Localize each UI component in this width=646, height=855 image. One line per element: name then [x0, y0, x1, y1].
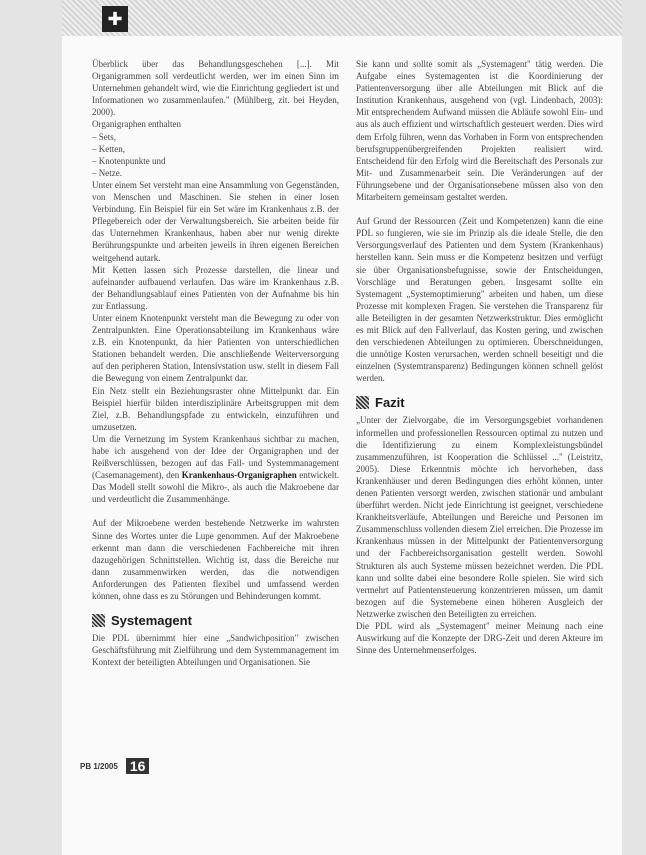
- systemagent-paragraph: Die PDL übernimmt hier eine „Sandwichposition" zwischen Geschäftsführung mit Zielführung und dem Systemmanagement im Kontext der beteiligten Abteilungen und Organisationen. Sie: [92, 633, 339, 668]
- page-footer: [80, 758, 149, 774]
- header-band: [62, 0, 622, 36]
- organigraph-paragraph: Um die Vernetzung im System Krankenhaus sichtbar zu machen, habe ich ausgehend von der Idee der Organigraphen und der Reißverschlüssen, bezogen auf das Fall- und Systemmanagement (Casemanagement), den Krankenhaus-Organigraphen entwickelt. Das Modell stellt sowohl die Mikro-, als auch die Makroebene dar und verdeutlicht die Zusammenhänge.: [92, 433, 339, 505]
- left-column: [92, 58, 339, 668]
- intro-paragraph: Überblick über das Behandlungsgeschehen [...]. Mit Organigrammen soll verdeutlicht werden, wer im einen Sinn im Unternehmen gehandelt wird, wie die Einrichtung gegliedert ist und Informationen wo zusammenlaufen." (Mühlberg, zit. bei Heyden, 2000).: [92, 59, 339, 118]
- agent-role-paragraph: Sie kann und sollte somit als „Systemagent" tätig werden. Die Aufgabe eines Systemagenten ist die Koordinierung der Patientenversorgung über alle Abteilungen mit Blick auf die Institution Krankenhaus, ausgehend von (vgl. Lindenbach, 2003): Mit entsprechendem Aufwand müssen die Abläufe sowohl Ein- und aus als auch effizient und wirtschaftlich gesteuert werden. Dies wird dem Erfolg führen, wenn das Vorhaben in Form von entsprechenden berufsgruppenübergreifenden Projekten realisiert wird. Entscheidend für den Erfolg wird die Bereitschaft des Personals zur Mit- und Zusammenarbeit sein. Die Veränderungen auf der Führungsebene und der Organisationsebene müssen also von den Mitarbeitern gemeinsam gestaltet werden.: [356, 59, 603, 203]
- section-marker-icon: [92, 614, 105, 627]
- element-list: [92, 131, 339, 179]
- list-item: – Sets,: [92, 131, 117, 142]
- sets-paragraph: Unter einem Set versteht man eine Ansammlung von Gegenständen, von Menschen und Maschinen. Sie stehen in einer losen Verbindung. Ein Beispiel für ein Set wäre im Krankenhaus z.B. der Pflegebereich oder der Verwaltungsbereich. Sie arbeiten beide für das Unternehmen Krankenhaus, haben aber nur wenig direkte Berührungspunkte und arbeiten jeweils in ihren eigenen Bereichen weitgehend autark.: [92, 179, 339, 263]
- micro-level-paragraph: Auf der Mikroebene werden bestehende Netzwerke im wahrsten Sinne des Wortes unter die Lupe genommen. Auf der Makroebene erkennt man dann die verschiedenen Fachbereiche mit ihren dazugehörigen Schnittstellen. Wichtig ist, dass die Bereiche nur dann zusammenwirken werden, das die notwendigen Anforderungen des Patienten flexibel und umfassend werden können, ohne dass es zu Störungen und Behinderungen kommt.: [92, 518, 339, 602]
- closing-paragraph: Die PDL wird als „Systemagent" meiner Meinung nach eine Auswirkung auf die Konzepte der DRG-Zeit und deren Akteure im Sinne des Unternehmenserfolges.: [356, 621, 603, 656]
- issue-label: PB 1/2005: [80, 761, 118, 771]
- list-item: – Knotenpunkte und: [92, 155, 166, 166]
- magazine-page: [62, 0, 622, 855]
- organigraph-term: Krankenhaus-Organigraphen: [181, 470, 297, 481]
- right-column: [356, 58, 603, 656]
- networks-paragraph: Ein Netz stellt ein Beziehungsraster ohne Mittelpunkt dar. Ein Beispiel hierfür bilden interdisziplinäre Arbeitsgruppen mit dem Ziel, z.B. Behandlungspfade zu entwickeln, einzuführen und umzusetzen.: [92, 385, 339, 432]
- list-item: – Ketten,: [92, 143, 125, 154]
- systemagent-heading: Systemagent: [92, 614, 339, 627]
- fazit-heading: Fazit: [356, 396, 603, 409]
- list-title: Organigraphen enthalten: [92, 119, 182, 130]
- section-marker-icon: [356, 396, 369, 409]
- chains-paragraph: Mit Ketten lassen sich Prozesse darstellen, die linear und aufeinander aufbauend verlaufen. Das wäre im Krankenhaus z.B. der Behandlungsablauf eines Patienten von der Aufnahme bis hin zur Entlassung.: [92, 264, 339, 311]
- page-number: 16: [126, 758, 150, 774]
- conclusion-paragraph: „Unter der Zielvorgabe, die im Versorgungsgebiet vorhandenen informellen und professionellen Ressourcen optimal zu nutzen und die Identifizierung zu einem Komplexleistungsbündel zusammenzuführen, ist Kooperation die Schlüssel ..." (Leistritz, 2005). Diese Erkenntnis möchte ich hervorheben, dass Krankenhäuser und deren Bedingungen dies erhöht können, unter denen Patienten versorgt werden, zwischen stationär und ambulant überführt werden. Nicht jede Einrichtung ist geeignet, verschiedene Krankheitsverläufe, Abteilungen und Bereiche und Personen im Zusammenschluss vollenden diesem Ziel erreichen. Die Prozesse im Krankenhaus müssen in der Mittelpunkt der Patientenversorgung und der Fachbereichsorganisation gestellt werden. Sowohl Strukturen als auch Systeme müssen bezeichnet werden. Die PDL kann und sollte dabei eine besondere Rolle spielen. Sie wird sich vermehrt auf Patientensteuerung konzentrieren müssen, um damit bezogen auf die Systemebene einen höheren Ausgleich der Netzwerke zwischen den Beteiligten zu erreichen.: [356, 415, 603, 619]
- caduceus-logo-icon: ✚: [102, 6, 128, 32]
- resources-paragraph: Auf Grund der Ressourcen (Zeit und Kompetenzen) kann die eine PDL so fungieren, wie sie im Prinzip als die ideale Stelle, die den Versorgungsverlauf des Patienten und dem System (Krankenhaus) herstellen kann. Sein muss er die Kompetenz besitzen und verfügt sie über Organisationsbefugnisse, sowie der Entscheidungen, Vorschläge und Beratungen geben. Insgesamt sollte ein Systemagent „Systemoptimierung" arbeiten und haben, um diese Prozesse mit komplexen Fragen. Sie verstehen die Transparenz für alle Beteiligten in der gesamten Netzwerkstruktur. Dies ermöglicht es mit Blick auf den Fallverlauf, das Kosten gering, und zwischen den verschiedenen Abteilungen zu optimieren. Überschneidungen, die unnötige Kosten verursachen, werden schnell beseitigt und die einzelnen (Systemtransparenz) Bedingungen können schnell gelöst werden.: [356, 216, 603, 384]
- list-item: – Netze.: [92, 167, 122, 178]
- nodes-paragraph: Unter einem Knotenpunkt versteht man die Bewegung zu oder von Zentralpunkten. Eine Operationsabteilung im Krankenhaus wäre z.B. ein Knotenpunkt, da hier Patienten von unterschiedlichen Stationen behandelt werden. Die anschließende Weiterversorgung auf den peripheren Station, Intensivstation usw. stellt in diesem Fall die Bewegung von einem Zentralpunkt dar.: [92, 312, 339, 384]
